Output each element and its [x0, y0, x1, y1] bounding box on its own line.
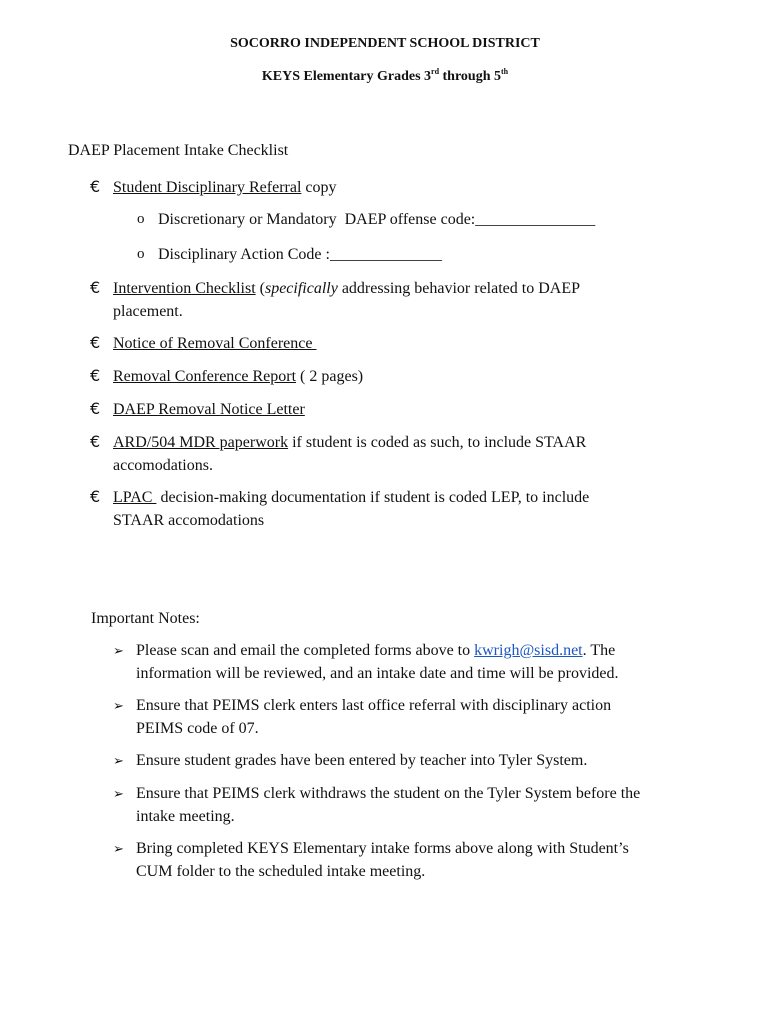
checklist-title: DAEP Placement Intake Checklist [68, 142, 289, 159]
item-italic-text: specifically [264, 280, 338, 297]
note-item [136, 639, 615, 662]
euro-bullet-icon: € [90, 487, 101, 506]
note-text: Please scan and email the completed forms above to [136, 642, 475, 659]
item-text: copy [301, 179, 337, 196]
item-text: if student is coded as such, to include STAAR [288, 434, 587, 451]
euro-bullet-icon: € [90, 333, 101, 352]
item-text: ( [255, 280, 265, 297]
note-item-continuation: CUM folder to the scheduled intake meeting. [136, 863, 426, 880]
checklist-item-continuation: accomodations. [113, 457, 213, 474]
note-item: Bring completed KEYS Elementary intake forms above along with Student’s [136, 840, 629, 857]
item-text: addressing behavior related to DAEP [337, 280, 580, 297]
arrow-bullet-icon: ➢ [113, 842, 124, 857]
note-item-continuation: PEIMS code of 07. [136, 720, 259, 737]
euro-bullet-icon: € [90, 366, 101, 385]
document-subtitle [0, 69, 770, 85]
checklist-item [113, 398, 305, 421]
arrow-bullet-icon: ➢ [113, 699, 124, 714]
checklist-item [113, 332, 316, 355]
notes-title: Important Notes: [91, 610, 200, 627]
checklist-item [113, 365, 363, 388]
note-item-continuation: information will be reviewed, and an intake date and time will be provided. [136, 665, 619, 682]
checklist-item [113, 431, 586, 454]
arrow-bullet-icon: ➢ [113, 754, 124, 769]
checklist-item-continuation: placement. [113, 303, 183, 320]
checklist-item [113, 277, 580, 300]
checklist-item-continuation: STAAR accomodations [113, 512, 265, 529]
subtitle-sup-rd: rd [431, 67, 440, 76]
euro-bullet-icon: € [90, 399, 101, 418]
item-text: decision-making documentation if student is coded LEP, to include [156, 489, 590, 506]
item-link-text: Student Disciplinary Referral [113, 179, 302, 196]
item-link-text: DAEP Removal Notice Letter [113, 401, 305, 418]
subtitle-text: KEYS Elementary Grades 3 [261, 69, 432, 84]
arrow-bullet-icon: ➢ [113, 644, 124, 659]
item-link-text: Removal Conference Report [113, 368, 297, 385]
checklist-subitem-action-code: Disciplinary Action Code :______________ [158, 246, 442, 263]
district-title: SOCORRO INDEPENDENT SCHOOL DISTRICT [230, 36, 540, 51]
euro-bullet-icon: € [90, 177, 101, 196]
euro-bullet-icon: € [90, 278, 101, 297]
circle-bullet-icon: o [137, 211, 145, 227]
note-item-continuation: intake meeting. [136, 808, 235, 825]
subtitle-text-mid: through 5 [439, 69, 501, 84]
item-link-text: LPAC [113, 489, 157, 506]
note-item: Ensure that PEIMS clerk withdraws the student on the Tyler System before the [136, 785, 641, 802]
item-text: ( 2 pages) [296, 368, 364, 385]
note-item: Ensure student grades have been entered by teacher into Tyler System. [136, 752, 588, 769]
item-link-text: ARD/504 MDR paperwork [113, 434, 289, 451]
checklist-item [113, 486, 589, 509]
email-link[interactable]: kwrigh@sisd.net [474, 642, 583, 659]
checklist-item [113, 176, 337, 199]
checklist-subitem-offense-code: Discretionary or Mandatory DAEP offense code:_______________ [158, 211, 596, 228]
item-link-text: Intervention Checklist [113, 280, 256, 297]
circle-bullet-icon: o [137, 246, 145, 262]
arrow-bullet-icon: ➢ [113, 787, 124, 802]
subtitle-sup-th: th [501, 67, 509, 76]
euro-bullet-icon: € [90, 432, 101, 451]
note-item: Ensure that PEIMS clerk enters last office referral with disciplinary action [136, 697, 612, 714]
note-text: . The [582, 642, 616, 659]
item-link-text: Notice of Removal Conference [113, 335, 317, 352]
